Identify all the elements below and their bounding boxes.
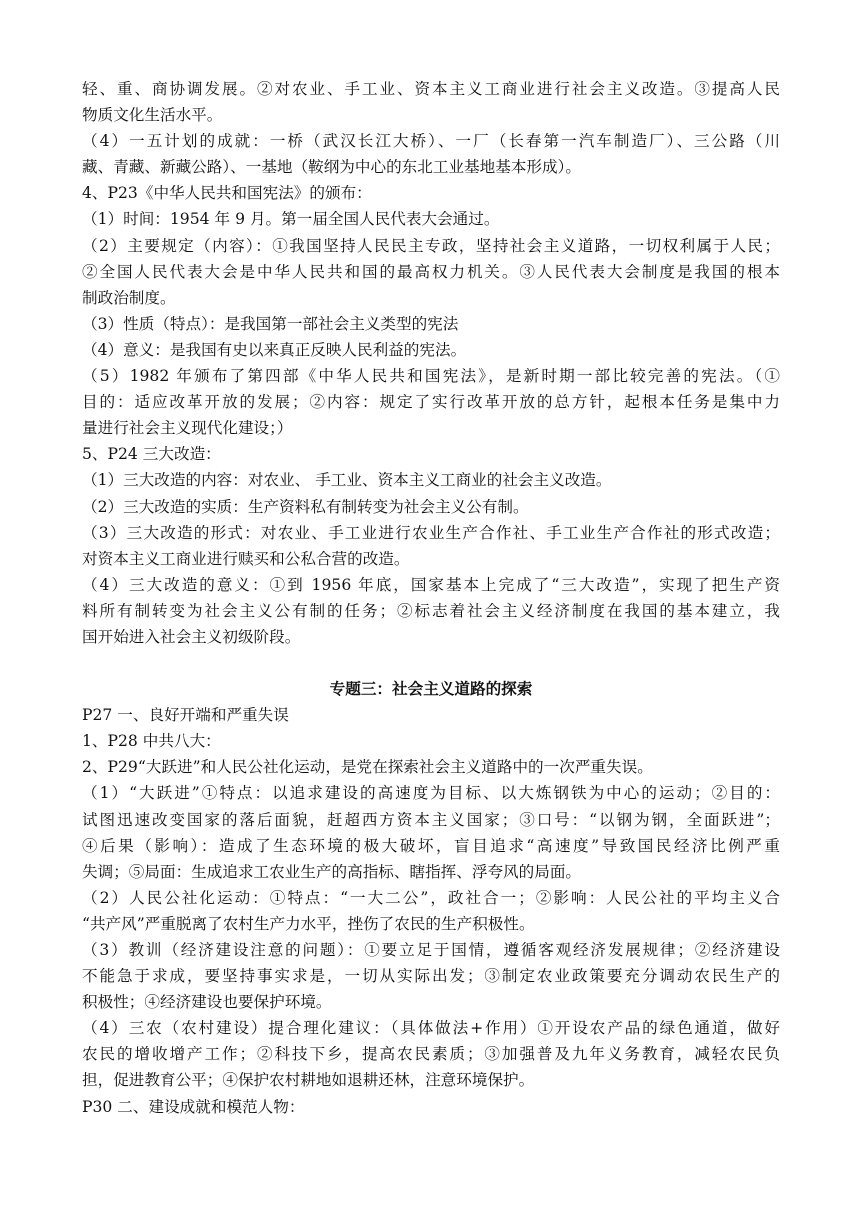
text-line: P27 一、良好开端和严重失误 [82, 706, 289, 725]
text-line: （3）性质（特点）：是我国第一部社会主义类型的宪法 [82, 314, 459, 333]
text-line: 4、P23《中华人民共和国宪法》的颁布： [82, 184, 372, 203]
text-line: 料所有制转变为社会主义公有制的任务；②标志着社会主义经济制度在我国的基本建立，我 [82, 601, 780, 620]
text-line: “共产风”严重脱离了农村生产力水平，挫伤了农民的生产积极性。 [82, 914, 535, 933]
text-line: ④后果（影响）：造成了生态环境的极大破坏，盲目追求“高速度”导致国民经济比例严重 [82, 836, 780, 855]
document-body [82, 76, 780, 1120]
text-line: 量进行社会主义现代化建设；） [82, 419, 293, 438]
section-heading: 专题三：社会主义道路的探索 [329, 679, 533, 699]
text-line: 制政治制度。 [82, 288, 176, 307]
text-line: 对资本主义工商业进行赎买和公私合营的改造。 [82, 549, 410, 568]
text-line: （5）1982 年颁布了第四部《中华人民共和国宪法》，是新时期一部比较完善的宪法。（① [82, 367, 780, 386]
text-line: （2）三大改造的实质：生产资料私有制转变为社会主义公有制。 [82, 497, 529, 516]
text-line: 失调；⑤局面：生成追求工农业生产的高指标、瞎指挥、浮夸风的局面。 [82, 862, 582, 881]
text-line: （3）三大改造的形式：对农业、手工业进行农业生产合作社、手工业生产合作社的形式改造； [82, 523, 780, 542]
text-line: （1）时间：1954 年 9 月。第一届全国人民代表大会通过。 [82, 210, 500, 229]
text-line: 5、P24 三大改造： [82, 445, 221, 464]
text-line: 不能急于求成，要坚持事实求是，一切从实际出发；③制定农业政策要充分调动农民生产的 [82, 967, 780, 986]
text-line: 积极性；④经济建设也要保护环境。 [82, 993, 332, 1012]
text-line: 担，促进教育公平；④保护农村耕地如退耕还林，注意环境保护。 [82, 1071, 535, 1090]
text-line: （4）一五计划的成就：一桥（武汉长江大桥）、一厂（长春第一汽车制造厂）、三公路（川 [82, 132, 780, 151]
text-line: （4）三大改造的意义：①到 1956 年底，国家基本上完成了“三大改造”，实现了把生产资 [82, 575, 780, 594]
text-line: P30 二、建设成就和模范人物： [82, 1097, 305, 1116]
text-line: 1、P28 中共八大： [82, 732, 221, 751]
text-line: ②全国人民代表大会是中华人民共和国的最高权力机关。③人民代表大会制度是我国的根本 [82, 262, 780, 281]
text-line: （3）教训（经济建设注意的问题）：①要立足于国情，遵循客观经济发展规律；②经济建设 [82, 941, 780, 959]
text-line: （4）意义：是我国有史以来真正反映人民利益的宪法。 [82, 340, 467, 359]
text-line: （2）主要规定（内容）：①我国坚持人民民主专政，坚持社会主义道路，一切权利属于人民； [82, 236, 780, 255]
text-line: 藏、青藏、新藏公路）、一基地（鞍纲为中心的东北工业基地基本形成）。 [82, 158, 581, 177]
text-line: （2）人民公社化运动：①特点：“一大二公”，政社合一；②影响：人民公社的平均主义合 [82, 888, 780, 907]
text-line: （4）三农（农村建设）提合理化建议：（具体做法+作用）①开设农产品的绿色通道，做好 [82, 1019, 780, 1038]
text-line: 轻、重、商协调发展。②对农业、手工业、资本主义工商业进行社会主义改造。③提高人民 [82, 80, 780, 98]
text-line: 物质文化生活水平。 [82, 106, 223, 125]
text-line: （1）三大改造的内容：对农业、 手工业、资本主义工商业的社会主义改造。 [82, 471, 612, 490]
text-line: 国开始进入社会主义初级阶段。 [82, 627, 301, 646]
text-line: 目的：适应改革开放的发展；②内容：规定了实行改革开放的总方针，起根本任务是集中力 [82, 393, 780, 412]
blank-line [82, 650, 780, 676]
text-line: 农民的增收增产工作；②科技下乡，提高农民素质；③加强普及九年义务教育，减轻农民负 [82, 1045, 780, 1064]
text-line: 试图迅速改变国家的落后面貌，赶超西方资本主义国家；③口号：“以钢为钢，全面跃进”； [82, 810, 780, 829]
text-line: 2、P29“大跃进”和人民公社化运动，是党在探索社会主义道路中的一次严重失误。 [82, 758, 653, 777]
text-line: （1）“大跃进”①特点：以追求建设的高速度为目标、以大炼钢铁为中心的运动；②目的： [82, 784, 780, 803]
